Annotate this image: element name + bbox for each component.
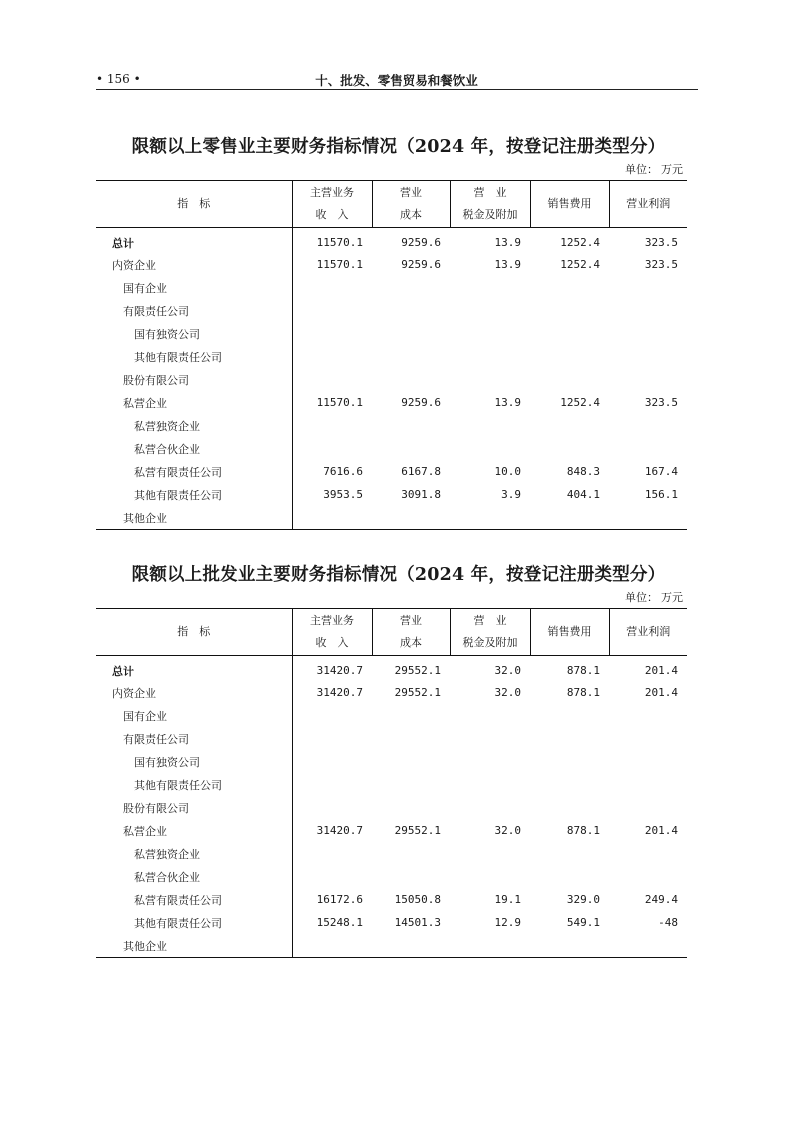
cell-revenue — [292, 773, 372, 796]
cell-profit — [609, 414, 687, 437]
col-header-cost — [372, 609, 450, 656]
cell-tax — [450, 704, 530, 727]
cell-profit — [609, 322, 687, 345]
cell-tax: 32.0 — [494, 664, 521, 677]
table-row — [96, 656, 687, 682]
cell-selling — [530, 704, 609, 727]
col-header-cost — [372, 181, 450, 228]
row-label: 有限责任公司 — [96, 727, 292, 750]
cell-cost — [372, 842, 450, 865]
row-label: 其他有限责任公司 — [96, 345, 292, 368]
cell-selling: 1252.4 — [560, 396, 600, 409]
table-row — [96, 796, 687, 819]
cell-revenue — [292, 506, 372, 530]
cell-tax: 32.0 — [494, 686, 521, 699]
cell-tax — [450, 368, 530, 391]
cell-tax — [450, 865, 530, 888]
cell-cost — [372, 934, 450, 958]
cell-tax — [450, 414, 530, 437]
table-row — [96, 460, 687, 483]
cell-profit — [609, 299, 687, 322]
cell-selling — [530, 322, 609, 345]
cell-profit — [609, 506, 687, 530]
cell-revenue — [292, 796, 372, 819]
row-label: 私营企业 — [96, 819, 292, 842]
row-label: 有限责任公司 — [96, 299, 292, 322]
cell-profit: 323.5 — [644, 236, 678, 249]
cell-tax — [450, 773, 530, 796]
row-label: 内资企业 — [96, 681, 292, 704]
cell-tax — [450, 345, 530, 368]
cell-revenue — [292, 368, 372, 391]
cell-selling — [530, 437, 609, 460]
row-label: 总计 — [96, 656, 292, 682]
cell-revenue: 11570.1 — [316, 396, 363, 409]
cell-revenue: 7616.6 — [323, 465, 363, 478]
table-row — [96, 934, 687, 958]
retail-table-title: 限额以上零售业主要财务指标情况（2024 年，按登记注册类型分） — [131, 137, 666, 157]
table-row — [96, 299, 687, 322]
cell-revenue — [292, 750, 372, 773]
row-label: 国有独资公司 — [96, 322, 292, 345]
col-header-tax-line2: 税金及附加 — [462, 208, 518, 221]
cell-tax — [450, 276, 530, 299]
cell-tax: 19.1 — [494, 893, 521, 906]
cell-profit — [609, 865, 687, 888]
col-header-revenue — [292, 609, 372, 656]
table-row — [96, 911, 687, 934]
cell-cost: 9259.6 — [401, 236, 441, 249]
wholesale-table-title: 限额以上批发业主要财务指标情况（2024 年，按登记注册类型分） — [131, 565, 666, 585]
unit-value: 万元 — [661, 163, 683, 176]
col-header-tax-line1: 营 业 — [473, 186, 507, 199]
row-label: 私营独资企业 — [96, 414, 292, 437]
cell-cost — [372, 299, 450, 322]
cell-tax — [450, 750, 530, 773]
cell-profit: 167.4 — [644, 465, 678, 478]
retail-table — [96, 180, 687, 530]
cell-tax — [450, 437, 530, 460]
cell-selling: 1252.4 — [560, 236, 600, 249]
cell-revenue — [292, 345, 372, 368]
table-row — [96, 345, 687, 368]
col-header-selling: 销售费用 — [530, 609, 609, 656]
cell-selling: 549.1 — [566, 916, 600, 929]
cell-profit: 156.1 — [644, 488, 678, 501]
header-rule — [96, 89, 698, 90]
cell-selling — [530, 299, 609, 322]
col-header-tax-line1: 营 业 — [473, 614, 507, 627]
page-number: • 156 • — [96, 72, 141, 86]
cell-profit: -48 — [658, 916, 678, 929]
cell-revenue: 11570.1 — [316, 258, 363, 271]
row-label: 私营合伙企业 — [96, 437, 292, 460]
cell-revenue — [292, 276, 372, 299]
table-row — [96, 842, 687, 865]
cell-tax: 13.9 — [494, 236, 521, 249]
cell-tax: 3.9 — [501, 488, 521, 501]
cell-profit — [609, 750, 687, 773]
col-header-profit: 营业利润 — [609, 181, 687, 228]
cell-profit — [609, 934, 687, 958]
col-header-tax — [450, 609, 530, 656]
col-header-indicator: 指 标 — [96, 181, 292, 228]
cell-tax — [450, 796, 530, 819]
retail-table-body — [96, 228, 687, 530]
cell-revenue: 31420.7 — [316, 686, 363, 699]
cell-cost: 9259.6 — [401, 396, 441, 409]
col-header-cost-line2: 成本 — [400, 636, 422, 649]
cell-selling — [530, 727, 609, 750]
table-row — [96, 704, 687, 727]
cell-revenue: 16172.6 — [316, 893, 363, 906]
row-label: 国有企业 — [96, 704, 292, 727]
table-row — [96, 750, 687, 773]
cell-profit — [609, 727, 687, 750]
table-header-row — [96, 609, 687, 656]
cell-revenue — [292, 704, 372, 727]
cell-tax — [450, 506, 530, 530]
row-label: 总计 — [96, 228, 292, 254]
cell-cost — [372, 437, 450, 460]
row-label: 私营企业 — [96, 391, 292, 414]
wholesale-section — [96, 562, 687, 958]
cell-selling — [530, 506, 609, 530]
cell-selling — [530, 842, 609, 865]
cell-cost — [372, 727, 450, 750]
cell-profit: 201.4 — [644, 686, 678, 699]
table-row — [96, 727, 687, 750]
cell-revenue — [292, 414, 372, 437]
row-label: 私营有限责任公司 — [96, 888, 292, 911]
cell-profit: 323.5 — [644, 258, 678, 271]
table-header-row — [96, 181, 687, 228]
table-row — [96, 414, 687, 437]
cell-revenue — [292, 437, 372, 460]
row-label: 私营独资企业 — [96, 842, 292, 865]
cell-revenue: 31420.7 — [316, 824, 363, 837]
col-header-revenue — [292, 181, 372, 228]
cell-revenue — [292, 727, 372, 750]
unit-label: 单位： — [625, 163, 658, 176]
table-row — [96, 437, 687, 460]
cell-cost — [372, 414, 450, 437]
cell-selling: 404.1 — [566, 488, 600, 501]
retail-section — [96, 134, 687, 530]
cell-revenue — [292, 865, 372, 888]
cell-profit: 249.4 — [644, 893, 678, 906]
table-row — [96, 888, 687, 911]
cell-tax: 32.0 — [494, 824, 521, 837]
cell-tax — [450, 299, 530, 322]
cell-selling — [530, 773, 609, 796]
cell-selling — [530, 796, 609, 819]
cell-cost: 3091.8 — [401, 488, 441, 501]
cell-cost — [372, 704, 450, 727]
cell-selling — [530, 750, 609, 773]
row-label: 私营合伙企业 — [96, 865, 292, 888]
wholesale-table-body — [96, 656, 687, 958]
col-header-indicator: 指 标 — [96, 609, 292, 656]
cell-profit: 323.5 — [644, 396, 678, 409]
cell-revenue — [292, 842, 372, 865]
running-header-title: 十、批发、零售贸易和餐饮业 — [315, 73, 478, 88]
row-label: 其他企业 — [96, 934, 292, 958]
col-header-tax-line2: 税金及附加 — [462, 636, 518, 649]
cell-profit — [609, 704, 687, 727]
row-label: 其他企业 — [96, 506, 292, 530]
retail-unit-note — [96, 160, 687, 180]
cell-tax: 13.9 — [494, 258, 521, 271]
cell-selling: 878.1 — [566, 664, 600, 677]
row-label: 其他有限责任公司 — [96, 773, 292, 796]
wholesale-table — [96, 608, 687, 958]
table-row — [96, 819, 687, 842]
col-header-tax — [450, 181, 530, 228]
cell-cost: 6167.8 — [401, 465, 441, 478]
row-label: 股份有限公司 — [96, 368, 292, 391]
cell-cost — [372, 750, 450, 773]
table-row — [96, 253, 687, 276]
cell-selling: 329.0 — [566, 893, 600, 906]
cell-tax: 13.9 — [494, 396, 521, 409]
cell-tax: 12.9 — [494, 916, 521, 929]
cell-cost — [372, 276, 450, 299]
cell-tax — [450, 842, 530, 865]
cell-revenue: 3953.5 — [323, 488, 363, 501]
cell-selling — [530, 934, 609, 958]
table-row — [96, 391, 687, 414]
cell-cost — [372, 345, 450, 368]
table-row — [96, 276, 687, 299]
cell-cost — [372, 865, 450, 888]
cell-tax — [450, 727, 530, 750]
cell-profit — [609, 842, 687, 865]
cell-tax — [450, 322, 530, 345]
cell-revenue — [292, 934, 372, 958]
row-label: 内资企业 — [96, 253, 292, 276]
col-header-cost-line1: 营业 — [400, 186, 422, 199]
table-row — [96, 322, 687, 345]
col-header-revenue-line2: 收 入 — [315, 636, 349, 649]
cell-selling — [530, 345, 609, 368]
cell-cost: 29552.1 — [394, 664, 441, 677]
cell-tax: 10.0 — [494, 465, 521, 478]
unit-label: 单位： — [625, 591, 658, 604]
col-header-profit: 营业利润 — [609, 609, 687, 656]
cell-profit — [609, 437, 687, 460]
cell-cost: 29552.1 — [394, 686, 441, 699]
cell-selling — [530, 414, 609, 437]
row-label: 其他有限责任公司 — [96, 483, 292, 506]
cell-cost: 14501.3 — [394, 916, 441, 929]
cell-cost — [372, 773, 450, 796]
row-label: 其他有限责任公司 — [96, 911, 292, 934]
table-row — [96, 483, 687, 506]
cell-profit — [609, 796, 687, 819]
cell-selling — [530, 368, 609, 391]
cell-tax — [450, 934, 530, 958]
cell-revenue — [292, 299, 372, 322]
cell-profit: 201.4 — [644, 664, 678, 677]
cell-selling: 848.3 — [566, 465, 600, 478]
cell-revenue: 15248.1 — [316, 916, 363, 929]
col-header-selling: 销售费用 — [530, 181, 609, 228]
cell-profit — [609, 368, 687, 391]
table-row — [96, 865, 687, 888]
col-header-revenue-line1: 主营业务 — [310, 186, 354, 199]
cell-profit — [609, 773, 687, 796]
col-header-cost-line2: 成本 — [400, 208, 422, 221]
col-header-revenue-line1: 主营业务 — [310, 614, 354, 627]
cell-cost — [372, 506, 450, 530]
row-label: 股份有限公司 — [96, 796, 292, 819]
table-row — [96, 681, 687, 704]
cell-profit: 201.4 — [644, 824, 678, 837]
cell-profit — [609, 276, 687, 299]
table-row — [96, 773, 687, 796]
cell-cost — [372, 796, 450, 819]
row-label: 私营有限责任公司 — [96, 460, 292, 483]
table-row — [96, 506, 687, 530]
cell-revenue — [292, 322, 372, 345]
cell-cost — [372, 368, 450, 391]
unit-value: 万元 — [661, 591, 683, 604]
cell-revenue: 31420.7 — [316, 664, 363, 677]
cell-selling: 1252.4 — [560, 258, 600, 271]
cell-cost: 29552.1 — [394, 824, 441, 837]
cell-cost: 9259.6 — [401, 258, 441, 271]
cell-cost — [372, 322, 450, 345]
row-label: 国有企业 — [96, 276, 292, 299]
col-header-cost-line1: 营业 — [400, 614, 422, 627]
table-row — [96, 368, 687, 391]
cell-selling: 878.1 — [566, 824, 600, 837]
row-label: 国有独资公司 — [96, 750, 292, 773]
cell-cost: 15050.8 — [394, 893, 441, 906]
cell-selling — [530, 276, 609, 299]
cell-selling: 878.1 — [566, 686, 600, 699]
cell-selling — [530, 865, 609, 888]
cell-revenue: 11570.1 — [316, 236, 363, 249]
cell-profit — [609, 345, 687, 368]
wholesale-unit-note — [96, 588, 687, 608]
col-header-revenue-line2: 收 入 — [315, 208, 349, 221]
table-row — [96, 228, 687, 254]
